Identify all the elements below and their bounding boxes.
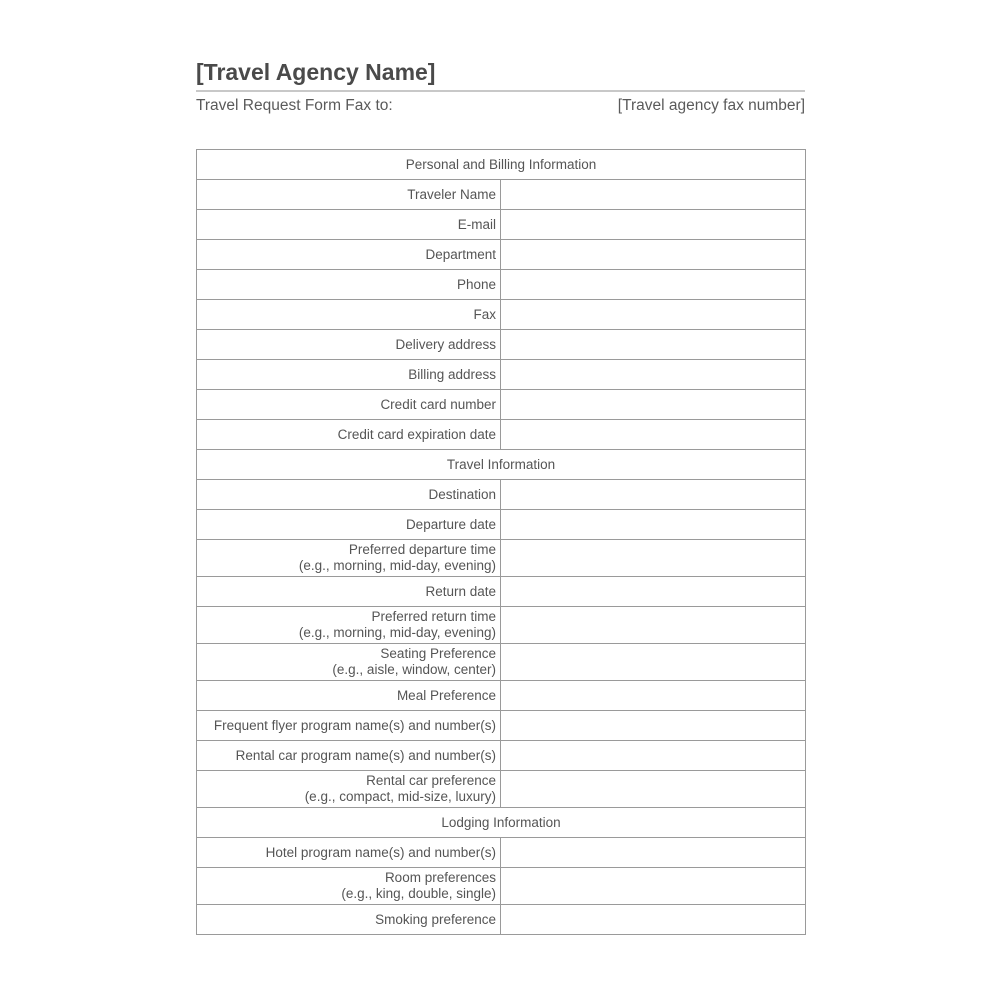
form-field-row: [197, 390, 806, 420]
section-header-row: [197, 450, 806, 480]
field-value-cell[interactable]: [501, 607, 806, 644]
field-label-cell: [197, 180, 501, 210]
field-value-cell[interactable]: [501, 741, 806, 771]
field-label: Department: [425, 246, 496, 262]
section-title: Lodging Information: [197, 808, 806, 838]
field-label: Return date: [425, 583, 496, 599]
field-label-cell: [197, 540, 501, 577]
subtitle-row: [196, 96, 805, 116]
field-value-cell[interactable]: [501, 868, 806, 905]
form-field-row: [197, 270, 806, 300]
section-header-row: [197, 150, 806, 180]
form-field-row: [197, 480, 806, 510]
field-label-cell: [197, 644, 501, 681]
field-label: Rental car preference: [366, 773, 496, 788]
field-value-cell[interactable]: [501, 420, 806, 450]
field-label-cell: [197, 905, 501, 935]
field-label-cell: [197, 420, 501, 450]
form-field-row: [197, 510, 806, 540]
form-field-row: [197, 607, 806, 644]
form-field-row: [197, 420, 806, 450]
form-body: [197, 150, 806, 935]
field-value-cell[interactable]: [501, 838, 806, 868]
field-label: Billing address: [408, 366, 496, 382]
field-label-cell: [197, 838, 501, 868]
field-label: Room preferences: [384, 870, 496, 885]
field-value-cell[interactable]: [501, 771, 806, 808]
form-field-row: [197, 741, 806, 771]
form-field-row: [197, 210, 806, 240]
field-value-cell[interactable]: [501, 360, 806, 390]
field-label-cell: [197, 510, 501, 540]
field-label-cell: [197, 480, 501, 510]
field-hint: (e.g., morning, mid-day, evening): [298, 558, 496, 573]
field-hint: (e.g., morning, mid-day, evening): [298, 625, 496, 640]
field-hint: (e.g., compact, mid-size, luxury): [304, 789, 496, 804]
form-field-row: [197, 180, 806, 210]
field-label-cell: [197, 330, 501, 360]
field-label-cell: [197, 390, 501, 420]
section-title: Travel Information: [197, 450, 806, 480]
form-field-row: [197, 905, 806, 935]
form-field-row: [197, 681, 806, 711]
field-label-cell: [197, 240, 501, 270]
field-value-cell[interactable]: [501, 480, 806, 510]
form-field-row: [197, 577, 806, 607]
title-divider: [196, 90, 805, 92]
field-label-cell: [197, 771, 501, 808]
field-value-cell[interactable]: [501, 540, 806, 577]
field-label: Hotel program name(s) and number(s): [265, 844, 496, 860]
field-value-cell[interactable]: [501, 644, 806, 681]
form-header: [196, 57, 805, 116]
field-label: Phone: [456, 276, 496, 292]
form-title: Travel Request Form Fax to:: [196, 97, 393, 114]
field-value-cell[interactable]: [501, 711, 806, 741]
field-label-cell: [197, 711, 501, 741]
field-value-cell[interactable]: [501, 577, 806, 607]
form-field-row: [197, 360, 806, 390]
field-label-cell: [197, 607, 501, 644]
field-label-cell: [197, 270, 501, 300]
field-label: Preferred return time: [371, 609, 496, 624]
field-value-cell[interactable]: [501, 681, 806, 711]
field-label: E-mail: [457, 216, 496, 232]
form-field-row: [197, 838, 806, 868]
form-field-row: [197, 771, 806, 808]
form-field-row: [197, 540, 806, 577]
field-label-cell: [197, 300, 501, 330]
field-label: Frequent flyer program name(s) and number(s): [213, 717, 496, 733]
field-label: Traveler Name: [407, 186, 496, 202]
fax-number: [Travel agency fax number]: [617, 97, 805, 114]
field-label: Departure date: [405, 516, 496, 532]
travel-request-table: [196, 149, 806, 935]
section-title: Personal and Billing Information: [197, 150, 806, 180]
field-value-cell[interactable]: [501, 180, 806, 210]
field-label: Meal Preference: [396, 687, 496, 703]
field-label: Fax: [473, 306, 496, 322]
field-label: Preferred departure time: [348, 542, 496, 557]
field-value-cell[interactable]: [501, 330, 806, 360]
field-label-cell: [197, 681, 501, 711]
field-label-cell: [197, 868, 501, 905]
field-hint: (e.g., king, double, single): [341, 886, 496, 901]
form-field-row: [197, 240, 806, 270]
field-hint: (e.g., aisle, window, center): [332, 662, 496, 677]
field-label: Seating Preference: [380, 646, 496, 661]
form-field-row: [197, 711, 806, 741]
field-label-cell: [197, 210, 501, 240]
form-field-row: [197, 330, 806, 360]
field-value-cell[interactable]: [501, 905, 806, 935]
section-header-row: [197, 808, 806, 838]
form-field-row: [197, 868, 806, 905]
field-label: Rental car program name(s) and number(s): [235, 747, 496, 763]
field-value-cell[interactable]: [501, 300, 806, 330]
form-field-row: [197, 300, 806, 330]
field-label-cell: [197, 577, 501, 607]
field-label-cell: [197, 741, 501, 771]
agency-name: [Travel Agency Name]: [196, 59, 436, 85]
field-value-cell[interactable]: [501, 510, 806, 540]
field-label: Smoking preference: [375, 911, 496, 927]
field-value-cell[interactable]: [501, 210, 806, 240]
field-value-cell[interactable]: [501, 240, 806, 270]
field-value-cell[interactable]: [501, 390, 806, 420]
field-label: Delivery address: [395, 336, 496, 352]
form-field-row: [197, 644, 806, 681]
field-value-cell[interactable]: [501, 270, 806, 300]
field-label-cell: [197, 360, 501, 390]
field-label: Credit card expiration date: [337, 426, 496, 442]
field-label: Credit card number: [380, 396, 496, 412]
field-label: Destination: [428, 486, 496, 502]
